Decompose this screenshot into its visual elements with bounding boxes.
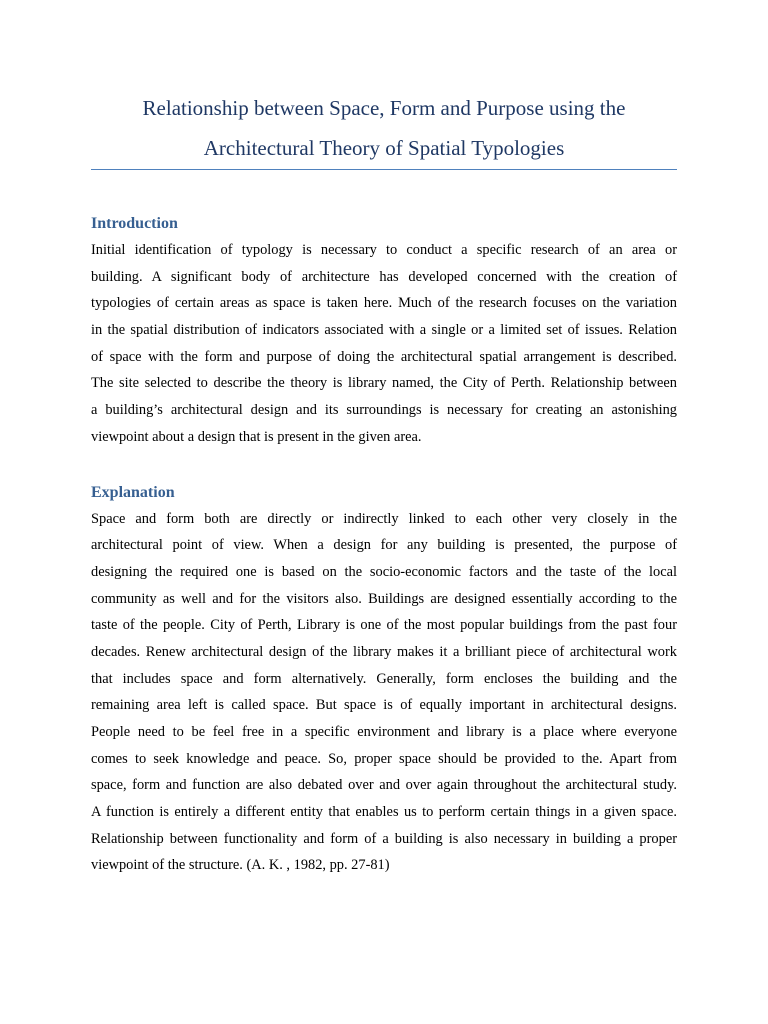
introduction-paragraph [91,237,677,451]
text-line: architectural point of view. When a design for any building is presented, the purpose of [91,537,677,554]
section-heading-explanation: Explanation [91,483,175,501]
text-line: building. A significant body of architecture has developed concerned with the creation of [91,268,677,285]
text-line: taste of the people. City of Perth, Library is one of the most popular buildings from the past four [91,617,677,634]
text-line: A function is entirely a different entity that enables us to perform certain things in a given space. [91,804,677,821]
text-line: decades. Renew architectural design of the library makes it a brilliant piece of architectural work [91,643,677,660]
text-line: viewpoint about a design that is present in the given area. [91,428,422,445]
text-line: viewpoint of the structure. (A. K. , 1982, pp. 27-81) [91,857,390,874]
title-divider [91,169,677,170]
document-page [91,0,677,879]
text-line: People need to be feel free in a specific environment and library is a place where everyone [91,724,677,740]
document-title [91,0,677,168]
section-heading-introduction: Introduction [91,215,178,232]
text-line: a building’s architectural design and its surroundings is necessary for creating an astonishing [91,402,677,419]
text-line: community as well and for the visitors also. Buildings are designed essentially according to the [91,590,677,607]
text-line: Space and form both are directly or indirectly linked to each other very closely in the [91,510,677,527]
text-line: Initial identification of typology is necessary to conduct a specific research of an area or [91,242,677,258]
text-line: typologies of certain areas as space is taken here. Much of the research focuses on the variation [91,295,677,312]
text-line: that includes space and form alternatively. Generally, form encloses the building and the [91,670,677,687]
text-line: space, form and function are also debated over and over again throughout the architectural study. [91,777,677,794]
text-line: remaining area left is called space. But space is of equally important in architectural designs. [91,697,677,714]
text-line: designing the required one is based on the socio-economic factors and the taste of the local [91,563,677,580]
text-line: comes to seek knowledge and peace. So, proper space should be provided to the. Apart from [91,750,677,767]
explanation-paragraph [91,506,677,880]
text-line: in the spatial distribution of indicators associated with a single or a limited set of issues. Relation [91,322,677,339]
text-line: Relationship between functionality and form of a building is also necessary in building a proper [91,830,677,847]
text-line: The site selected to describe the theory is library named, the City of Perth. Relationship between [91,375,677,392]
title-line: Relationship between Space, Form and Purpose using the [142,96,626,120]
text-line: of space with the form and purpose of doing the architectural spatial arrangement is described. [91,348,677,365]
title-line: Architectural Theory of Spatial Typologies [203,136,565,160]
